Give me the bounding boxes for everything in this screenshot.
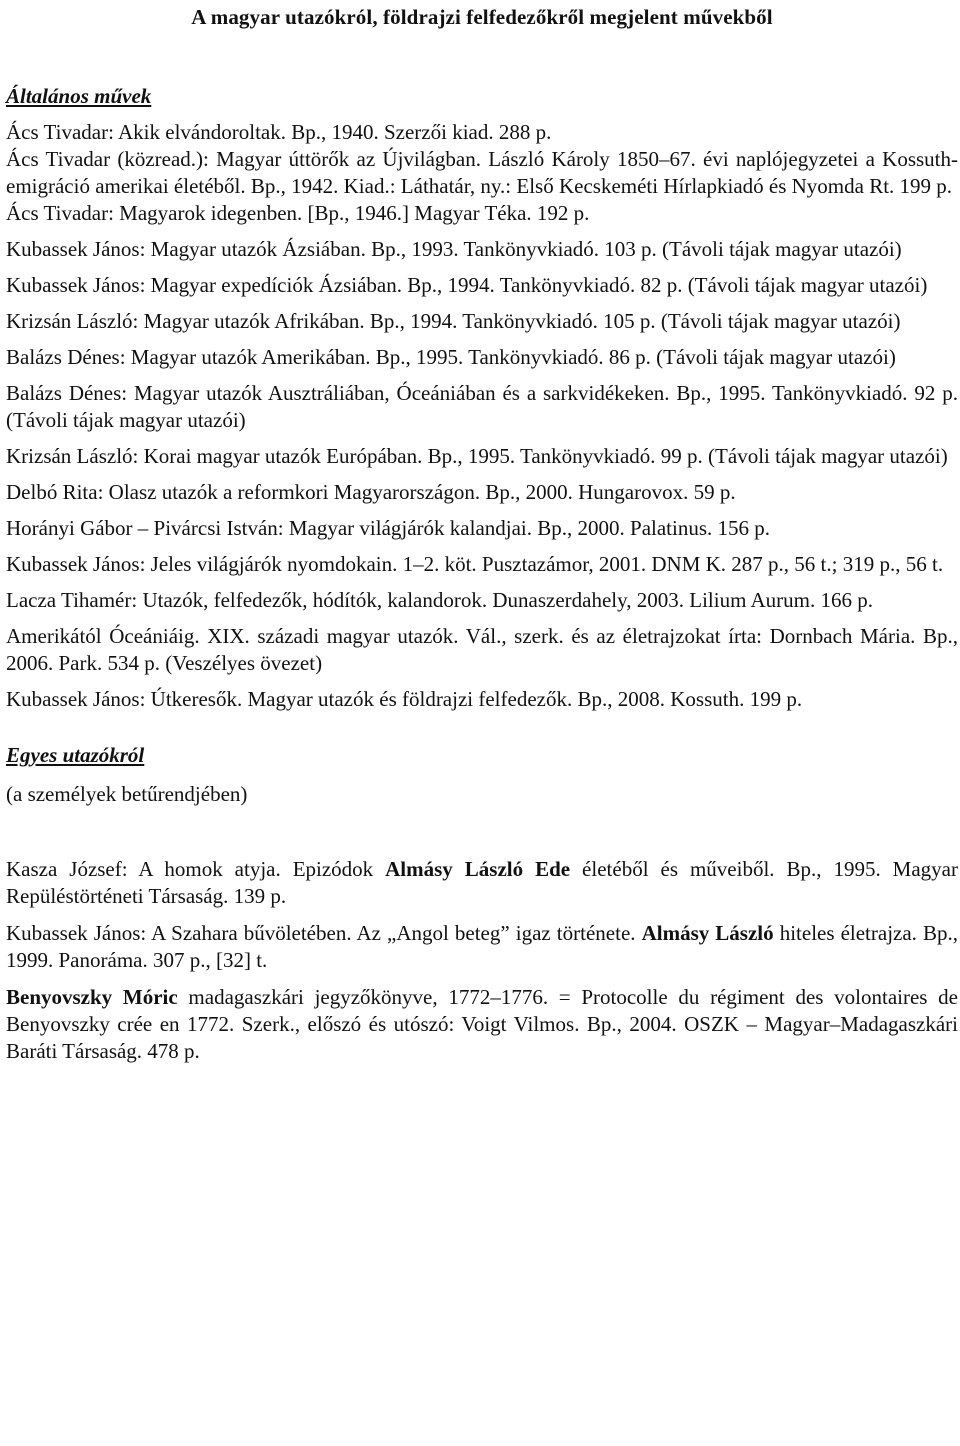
bibliography-entry: Krizsán László: Magyar utazók Afrikában. Bp., 1994. Tankönyvkiadó. 105 p. (Távoli tájak magyar utazói): [6, 309, 901, 333]
entry-text: Kasza József: A homok atyja. Epizódok: [6, 857, 386, 881]
person-name: Almásy László: [641, 921, 774, 945]
bibliography-entry: Ács Tivadar (közread.): Magyar úttörők az Újvilágban. László Károly 1850–67. évi naplójegyzetei a Kossuth-emigráció amerikai életéből. Bp., 1942. Kiad.: Láthatár, ny.: Első Kecskeméti Hírlapkiadó és Nyomda Rt. 199 p.: [6, 147, 958, 198]
bibliography-entry: Krizsán László: Korai magyar utazók Európában. Bp., 1995. Tankönyvkiadó. 99 p. (Távoli tájak magyar utazói): [6, 444, 948, 468]
entry-text: életéből és műveiből. Bp., 1995. Magyar Repüléstörténeti Társaság. 139 p.: [6, 857, 958, 908]
section-subtitle: (a személyek betűrendjében): [6, 782, 248, 806]
bibliography-entry: [6, 856, 958, 910]
bibliography-entry: Balázs Dénes: Magyar utazók Ausztráliában, Óceániában és a sarkvidékeken. Bp., 1995. Tankönyvkiadó. 92 p. (Távoli tájak magyar utazói): [6, 381, 958, 432]
bibliography-entry: Lacza Tihamér: Utazók, felfedezők, hódítók, kalandorok. Dunaszerdahely, 2003. Lilium Aurum. 166 p.: [6, 588, 873, 612]
general-works-list: [6, 119, 958, 713]
entry-text: Kubassek János: A Szahara bűvöletében. Az „Angol beteg” igaz története.: [6, 921, 642, 945]
entry-text: madagaszkári jegyzőkönyve, 1772–1776. = Protocolle du régiment des volontaires de Benyovszky crée en 1772. Szerk., előszó és utószó: Voigt Vilmos. Bp., 2004. OSZK – Magyar–Madagaszkári Baráti Társaság. 478 p.: [6, 985, 958, 1063]
individual-travellers-list: [6, 856, 958, 1065]
section-heading-general: Általános művek: [6, 84, 152, 108]
bibliography-entry: Kubassek János: Jeles világjárók nyomdokain. 1–2. köt. Pusztazámor, 2001. DNM K. 287 p., 56 t.; 319 p., 56 t.: [6, 552, 944, 576]
bibliography-entry: Amerikától Óceániáig. XIX. századi magyar utazók. Vál., szerk. és az életrajzokat írta: Dornbach Mária. Bp., 2006. Park. 534 p. (Veszélyes övezet): [6, 624, 958, 675]
bibliography-entry: Horányi Gábor – Pivárcsi István: Magyar világjárók kalandjai. Bp., 2000. Palatinus. 156 p.: [6, 516, 771, 540]
bibliography-entry: [6, 920, 958, 974]
bibliography-entry: [6, 984, 958, 1065]
bibliography-entry: Kubassek János: Magyar utazók Ázsiában. Bp., 1993. Tankönyvkiadó. 103 p. (Távoli tájak magyar utazói): [6, 237, 902, 261]
bibliography-entry: Kubassek János: Magyar expedíciók Ázsiában. Bp., 1994. Tankönyvkiadó. 82 p. (Távoli tájak magyar utazói): [6, 273, 928, 297]
document-page: [6, 0, 958, 1075]
bibliography-entry: Ács Tivadar: Akik elvándoroltak. Bp., 1940. Szerzői kiad. 288 p.: [6, 120, 552, 144]
bibliography-entry: Kubassek János: Útkeresők. Magyar utazók és földrajzi felfedezők. Bp., 2008. Kossuth. 199 p.: [6, 687, 803, 711]
bibliography-entry: Delbó Rita: Olasz utazók a reformkori Magyarországon. Bp., 2000. Hungarovox. 59 p.: [6, 480, 736, 504]
bibliography-entry: Balázs Dénes: Magyar utazók Amerikában. Bp., 1995. Tankönyvkiadó. 86 p. (Távoli tájak magyar utazói): [6, 345, 896, 369]
entry-text: hiteles életrajza. Bp., 1999. Panoráma. 307 p., [32] t.: [6, 921, 958, 972]
document-title: A magyar utazókról, földrajzi felfedezőkről megjelent művekből: [191, 5, 773, 29]
person-name: Benyovszky Móric: [6, 985, 178, 1009]
section-heading-individual: Egyes utazókról: [6, 743, 145, 767]
bibliography-entry: Ács Tivadar: Magyarok idegenben. [Bp., 1946.] Magyar Téka. 192 p.: [6, 201, 590, 225]
person-name: Almásy László Ede: [385, 857, 571, 881]
